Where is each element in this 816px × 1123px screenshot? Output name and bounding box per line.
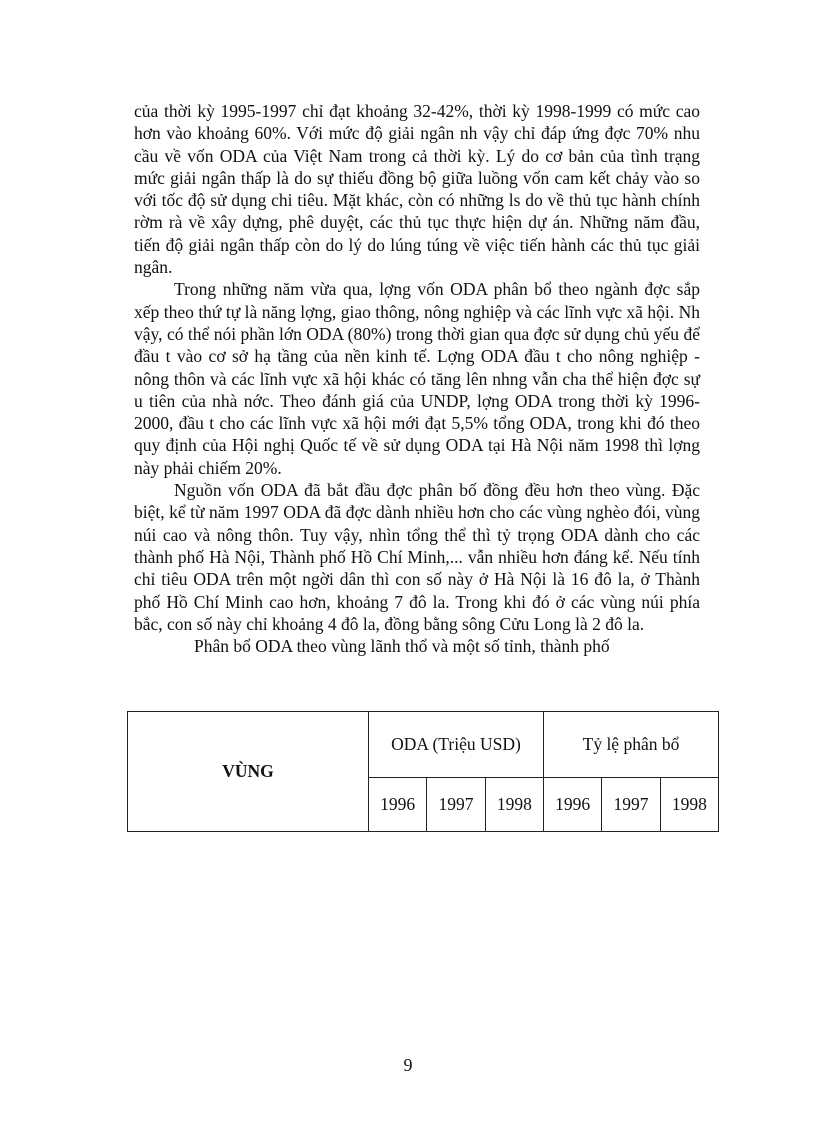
- table-caption: Phân bổ ODA theo vùng lãnh thổ và một số tỉnh, thành phố: [194, 636, 610, 657]
- year-cell: 1998: [485, 778, 543, 832]
- year-cell: 1996: [543, 778, 601, 832]
- page-number: 9: [403, 1055, 413, 1075]
- oda-allocation-table: [127, 711, 719, 832]
- paragraph-disbursement: của thời kỳ 1995-1997 chỉ đạt khoảng 32-42%, thời kỳ 1998-1999 có mức cao hơn vào khoảng 60%. Với mức độ giải ngân nh vậy chỉ đáp ứng đợc 70% nhu cầu về vốn ODA của Việt Nam trong cả thời kỳ. Lý do cơ bản của tình trạng mức giải ngân thấp là do sự thiếu đồng bộ giữa luồng vốn cam kết chảy vào so với tốc độ sử dụng chi tiêu. Mặt khác, còn có những ls do về thủ tục hành chính rờm rà về xây dựng, phê duyệt, các thủ tục thực hiện dự án. Những năm đầu, tiến độ giải ngân thấp còn do lý do lúng túng về việc tiến hành các thủ tục giải ngân.: [134, 101, 700, 278]
- year-cell: 1997: [602, 778, 660, 832]
- ratio-header: Tỷ lệ phân bổ: [543, 712, 718, 778]
- oda-header: ODA (Triệu USD): [369, 712, 544, 778]
- table-header-row: [128, 712, 719, 778]
- year-cell: 1998: [660, 778, 718, 832]
- year-cell: 1996: [369, 778, 427, 832]
- paragraph-regional-allocation: Nguồn vốn ODA đã bắt đầu đợc phân bố đồng đều hơn theo vùng. Đặc biệt, kể từ năm 1997 ODA đã đợc dành nhiều hơn cho các vùng nghèo đói, vùng núi cao và nông thôn. Tuy vậy, nhìn tổng thể thì tỷ trọng ODA dành cho các thành phố Hà Nội, Thành phố Hồ Chí Minh,... vẫn nhiều hơn đáng kể. Nếu tính chỉ tiêu ODA trên một ngời dân thì con số này ở Hà Nội là 16 đô la, ở Thành phố Hồ Chí Minh cao hơn, khoảng 7 đô la. Trong khi đó ở các vùng núi phía bắc, con số này chỉ khoảng 4 đô la, đồng bằng sông Cửu Long là 2 đô la.: [134, 480, 700, 634]
- year-cell: 1997: [427, 778, 485, 832]
- region-header: VÙNG: [128, 712, 369, 832]
- paragraph-sector-allocation: Trong những năm vừa qua, lợng vốn ODA phân bổ theo ngành đợc sắp xếp theo thứ tự là năng lợng, giao thông, nông nghiệp và các lĩnh vực xã hội. Nh vậy, có thể nói phần lớn ODA (80%) trong thời gian qua đợc sử dụng chủ yếu để đầu t vào cơ sở hạ tầng của nền kinh tế. Lợng ODA đầu t cho nông nghiệp - nông thôn và các lĩnh vực xã hội khác có tăng lên nhng vẫn cha thể hiện đợc sự u tiên của nhà nớc. Theo đánh giá của UNDP, lợng ODA trong thời kỳ 1996-2000, đầu t cho các lĩnh vực xã hội mới đạt 5,5% tổng ODA, trong khi đó theo quy định của Hội nghị Quốc tế về sử dụng ODA tại Hà Nội năm 1998 thì lợng này phải chiếm 20%.: [134, 279, 700, 478]
- body-text: [134, 100, 700, 657]
- oda-allocation-table-container: [127, 711, 719, 831]
